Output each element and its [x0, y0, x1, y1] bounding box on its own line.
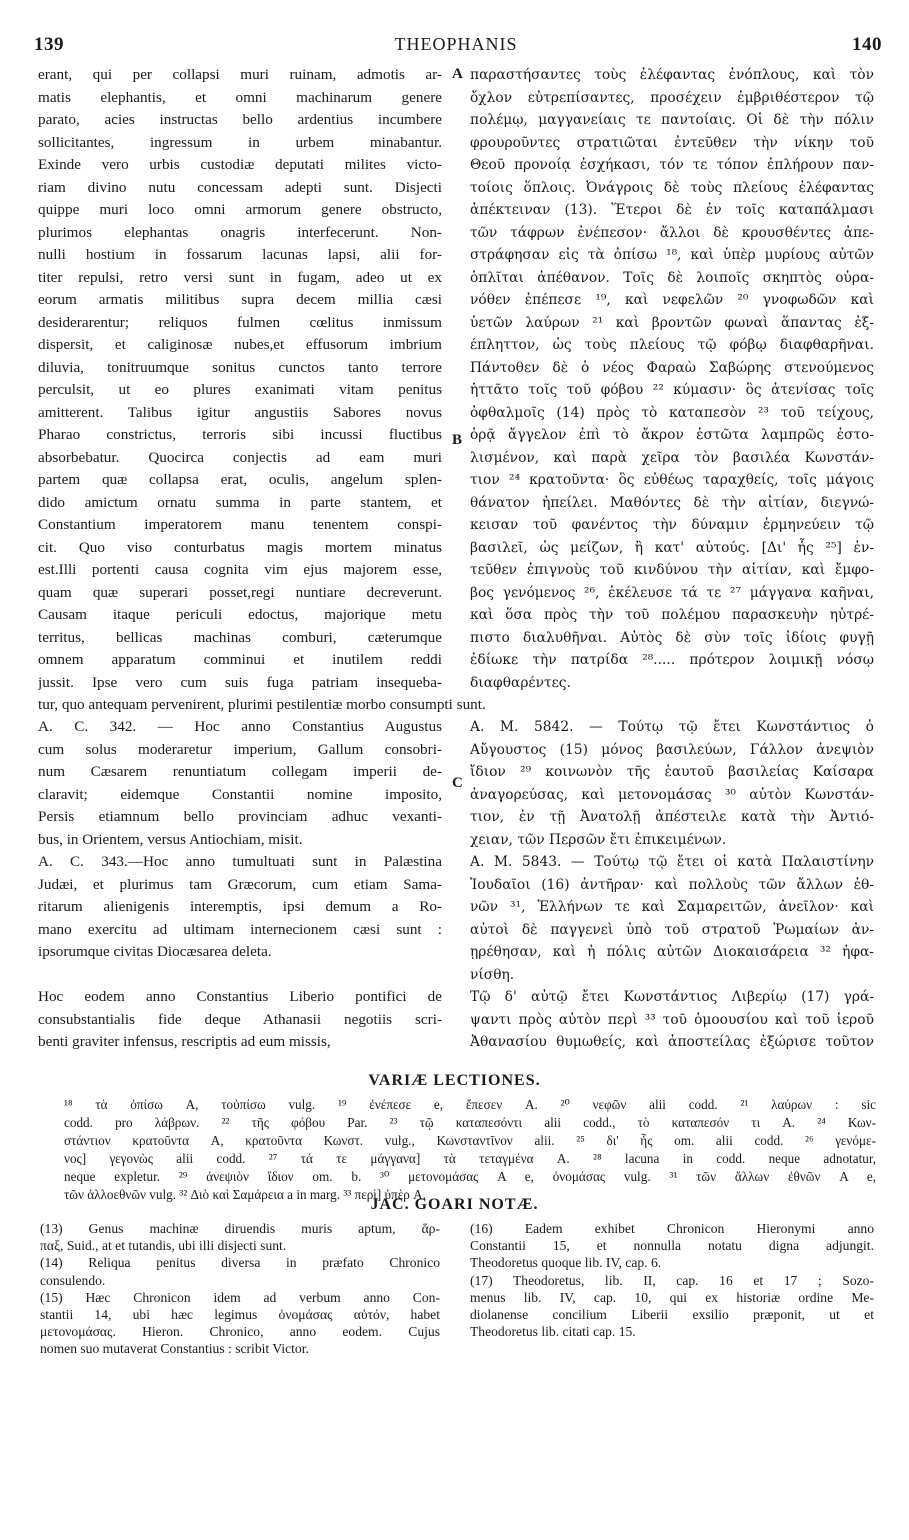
notes-right-column — [470, 1220, 874, 1340]
note-line: (16) Eadem exhibet Chronicon Hieronymi anno — [470, 1221, 874, 1236]
note-line: Constantii 15, et nonnulla notatu digna adjungit. — [470, 1238, 874, 1254]
latin-line: A. C. 342. — Hoc anno Constantius Augustus — [38, 718, 442, 735]
greek-line: φρουροῦντες στρατιῶται ἐντεῦθεν τὴν νίκην τοῦ — [470, 134, 874, 151]
latin-line: ritarum alienigenis interemptis, ipsi demum a Ro- — [38, 898, 442, 915]
latin-line: num Cæsarem renuntiatum collegam imperii de- — [38, 763, 442, 780]
greek-line: ὁρᾷ ἄγγελον ἐπὶ τὸ ἄκρον ἑστῶτα λαμπρῶς ἐστο- — [470, 427, 874, 443]
variae-lectiones — [64, 1096, 876, 1204]
greek-line: A. M. 5842. — Τούτῳ τῷ ἔτει Κωνστάντιος ὁ — [470, 719, 874, 735]
greek-line: ἴδιον ²⁹ κοινωνὸν τῆς ἑαυτοῦ βασιλείας Καίσαρα — [470, 764, 874, 780]
greek-line: ὑετῶν λαύρων ²¹ καὶ βροντῶν φωναὶ ἅπαντας ἐξ- — [470, 314, 874, 331]
note-line: menus lib. IV, cap. 10, qui ex historiæ ordine Me- — [470, 1289, 874, 1305]
notae-title: JAC. GOARI NOTÆ. — [370, 1196, 539, 1213]
greek-line: έπληττον, ὡς τοὺς πλείους τῷ φόβῳ διαφθαρῆναι. — [470, 337, 874, 353]
latin-line: absorbebatur. Quocirca conjectis ad eam muri — [38, 448, 442, 466]
note-line: stantii 14, ubi hæc legimus ὀνομάσας αὐτόν, habet — [40, 1307, 440, 1323]
latin-line: plurimos elephantas onagris interfecerunt. Non- — [38, 223, 442, 241]
variant-reading-line: νος] γεγονὼς alii codd. ²⁷ τά τε μάγγανα] τὰ τεταγμένα A. ²⁸ lacuna in codd. neque adnotatur, — [64, 1151, 876, 1166]
latin-column — [38, 64, 442, 694]
greek-line: λισμένον, καὶ παρὰ χεῖρα τὸν βασιλέα Κωνστάν- — [470, 449, 874, 466]
latin-line: territus, bellicas machinas comburi, cæterumque — [38, 628, 442, 646]
greek-line: καὶ ὅσα πρὸς τὴν τοῦ πολέμου παρασκευὴν ηὐτρέ- — [470, 607, 874, 623]
latin-line: Persis etiamnum bello provinciam adhuc vexanti- — [38, 808, 442, 825]
latin-line: Causam itaque periculi edoctus, majorique metu — [38, 606, 442, 623]
variant-reading-line: neque expletur. ²⁹ ἀνεψιὸν ἴδιον om. b. ³⁰ μετονομάσας A e, ὀνομάσας vulg. ³¹ τῶν ἄλλων ἐθνῶν A e, — [64, 1169, 876, 1184]
margin-marker-c: C — [452, 775, 463, 791]
variant-reading-line: codd. pro λάβρων. ²² τῆς φόβου Par. ²³ τῷ καταπεσόντι alii codd., τὸ καταπεσόν τι A. ²⁴ Κων- — [64, 1115, 876, 1130]
note-line: diolanense concilium Liberii exsilio præponit, ut et — [470, 1307, 874, 1323]
note-line: παξ, Suid., at et tutandis, ubi illi disjecti sunt. — [40, 1238, 287, 1254]
latin-line: cum solus moderaretur imperium, Gallum consobri- — [38, 740, 442, 758]
latin-line: claravit; eidemque Constantii nomine imposito, — [38, 785, 442, 803]
greek-line: ὄχλον εὐτρεπίσαντες, προσέχειν ἐμβριθέστερον τῷ — [470, 89, 874, 106]
latin-line: titer repulsi, retro versi sunt in fugam, adeo ut ex — [38, 268, 442, 286]
note-line: Theodoretus lib. citati cap. 15. — [470, 1324, 636, 1340]
notes-left-column — [40, 1220, 440, 1358]
greek-line: χειαν, τῶν Περσῶν ἔτι ἐπικειμένων. — [470, 831, 727, 848]
greek-line: νίσθη. — [470, 966, 515, 983]
note-line: (14) Reliqua penitus diversa in præfato Chronico — [40, 1255, 440, 1271]
greek-line: κεισαν τοῦ φανέντος τὴν δύναμιν ἑρμηνεύειν τῷ — [470, 517, 874, 533]
greek-line: τιον, ἐν τῇ Ἀνατολῇ ἀπέστειλε κατὰ τὴν Ἀντιό- — [470, 809, 874, 825]
greek-line: νῶν ³¹, Ἑλλήνων τε καὶ Σαμαρειτῶν, ἀνεῖλον· καὶ — [470, 899, 874, 915]
latin-line: amitterent. Talibus igitur angustiis Sabores novus — [38, 403, 442, 421]
latin-line: Hoc eodem anno Constantius Liberio pontifici de — [38, 988, 442, 1005]
latin-line: dispersit, et caliginosæ nubes,et effusorum imbrium — [38, 336, 442, 353]
latin-line: riam divino nutu concessam adepti sunt. Disjecti — [38, 178, 442, 196]
latin-line: quippe muri loco omni armorum genere obstructo, — [38, 201, 442, 218]
note-line: Theodoretus quoque lib. IV, cap. 6. — [470, 1255, 662, 1271]
page-header — [30, 34, 882, 60]
latin-line: matis elephantis, et omni machinarum genere — [38, 88, 442, 106]
latin-line: Pharao constrictus, terroris sibi incussi fluctibus — [38, 426, 442, 443]
greek-line: ῃρέθησαν, καὶ ἡ πόλις αὐτῶν Διοκαισάρεια ³² ἠφα- — [470, 944, 874, 960]
greek-line: νόθεν ἐπέπεσε ¹⁹, καὶ νεφελῶν ²⁰ γνοφωδῶν καὶ — [470, 292, 874, 308]
page-number-left: 139 — [34, 34, 64, 55]
latin-line: desiderarentur; reliquos fulmen cœlitus inmissum — [38, 313, 442, 331]
page-number-right: 140 — [852, 34, 882, 55]
latin-line: Judæi, et plurimus tam Græcorum, cum etiam Sama- — [38, 875, 442, 893]
greek-line: Αὔγουστος (15) μόνος βασιλεύων, Γάλλον ἀνεψιὸν — [470, 741, 874, 758]
greek-line: ὀφθαλμοῖς (14) πρὸς τὸ καταπεσὸν ²³ τοῦ τείχους, — [470, 404, 874, 421]
latin-line: eorum armatis militibus supra decem millia cæsi — [38, 291, 442, 308]
greek-line: τῶν τάφρων ἐνέπεσον· ἄλλοι δὲ κρουσθέντες ἀπε- — [470, 224, 874, 241]
latin-line: benti graviter infensus, rescriptis ad eum missis, — [38, 1033, 331, 1050]
greek-line: στράφησαν εἰς τὰ ὀπίσω ¹⁸, καὶ ὑπὲρ μυρίους αὐτῶν — [470, 247, 874, 263]
greek-line: αὐτοὶ δὲ παγγενεὶ ὑπὸ τοῦ στρατοῦ Ῥωμαίων ἀν- — [470, 921, 874, 938]
latin-column-second — [38, 716, 442, 1054]
note-line: (17) Theodoretus, lib. II, cap. 16 et 17 ; Sozo- — [470, 1272, 874, 1288]
greek-line: ἐδίωκε τὴν πατρίδα ²⁸..... πρότερον λοιμικῇ νόσῳ — [470, 652, 874, 668]
note-line: consulendo. — [40, 1272, 106, 1288]
note-line: nomen suo mutaverat Constantius : scribit Victor. — [40, 1341, 309, 1357]
margin-marker-a: A — [452, 66, 463, 82]
latin-line: parato, acies instructas bello ardentius incumbere — [38, 111, 442, 128]
greek-line: Ἰουδαῖοι (16) ἀντῆραν· καὶ πολλοὺς τῶν ἄλλων ἐθ- — [470, 876, 874, 893]
latin-line: quam quæ superari posset,regi nuntiare decreverunt. — [38, 583, 442, 601]
latin-line: est.Illi portenti causa cognita vim ejus majorem esse, — [38, 561, 442, 578]
greek-line: τοίοις ὅπλοις. Ὀνάγροις δὲ τοὺς πλείους ἐλέφαντας — [470, 179, 874, 196]
greek-line: ἀπέκτειναν (13). Ἕτεροι δὲ ἐν τοῖς καταπάλμασι — [470, 202, 874, 218]
greek-line: Τῷ δ' αὐτῷ ἔτει Κωνστάντιος Λιβερίῳ (17) γρά- — [470, 989, 874, 1005]
latin-line: sollicitantes, ingressum in urbem minabantur. — [38, 133, 442, 151]
greek-line: πιστο διαλυθῆναι. Αὐτὸς δὲ σὺν τοῖς ἰδίοις φυγῇ — [470, 629, 874, 646]
greek-line: Πάντοθεν δὲ ὁ νέος Φαραὼ Σαβώρης στενούμενος — [470, 359, 874, 376]
latin-line: bus, in Orientem, versus Antiochiam, misit. — [38, 830, 303, 848]
note-line: (13) Genus machinæ diruendis muris aptum, ἅρ- — [40, 1221, 440, 1236]
latin-line: dido amictum ornatu summa in parte stantem, et — [38, 493, 442, 511]
spanning-latin-line: tur, quo antequam pervenirent, plurimi pestilentiæ morbo consumpti sunt. — [38, 696, 486, 713]
greek-line: ψαντι πρὸς αὐτὸν περὶ ³³ τοῦ ὁμοουσίου καὶ τοῦ ἱεροῦ — [470, 1011, 874, 1028]
greek-line: βος γενόμενος ²⁶, ἐκέλευσε τά τε ²⁷ μάγγανα καῆναι, — [470, 584, 874, 601]
latin-line: erant, qui per collapsi muri ruinam, admotis ar- — [38, 66, 442, 83]
latin-line: Exinde vero urbis custodiæ deputati milites victo- — [38, 156, 442, 173]
greek-line: βασιλεῖ, ὡς μείζων, ἢ κατ' αὐτούς. [Δι' ἧς ²⁵] ἐν- — [470, 539, 874, 556]
latin-line: consubstantialis fide deque Athanasii negotiis scri- — [38, 1010, 442, 1028]
latin-line: diluvia, tonitruumque sonitus cunctos tanto terrore — [38, 358, 442, 376]
latin-line: jussit. Ipse vero cum suis fuga patriam insequeba- — [38, 673, 442, 691]
greek-line: διαφθαρέντες. — [470, 674, 571, 691]
greek-line: τεῦθεν ἐπιγνοὺς τοῦ κινδύνου τὴν αἰτίαν, καὶ ἔμφο- — [470, 562, 874, 578]
variant-reading-line: στάντιον κρατοῦντα A, κρατοῦντα Κωνστ. vulg., Κωνσταντῖνον alii. ²⁵ δι' ἧς om. alii codd. ²⁶ γενόμε- — [64, 1133, 876, 1148]
greek-line: A. M. 5843. — Τούτῳ τῷ ἔτει οἱ κατὰ Παλαιστίνην — [470, 854, 874, 870]
latin-line: nulli hostium in fossarum lacunas lapsi, alii for- — [38, 246, 442, 263]
latin-line: perculsit, ut eo plures exanimati vitam penitus — [38, 381, 442, 398]
running-title: THEOPHANIS — [394, 34, 518, 54]
latin-line: omnem apparatum comminui et inutilem reddi — [38, 651, 442, 668]
greek-line: πολέμῳ, μαγγανείαις τε παντοίαις. Οἱ δὲ τὴν πόλιν — [470, 112, 874, 128]
latin-line: mano exercitu ad ultimam internecionem cæsi sunt : — [38, 920, 442, 938]
variant-reading-line: ¹⁸ τὰ ὀπίσω A, τοὐπίσω vulg. ¹⁹ ἐνέπεσε e, ἔπεσεν A. ²⁰ νεφῶν alii codd. ²¹ λαύρων : sic — [64, 1097, 876, 1112]
greek-line: τιον ²⁴ κρατοῦντα· ὃς εὐθέως ταραχθείς, τοῖς μάγοις — [470, 472, 874, 488]
greek-line: ἡττᾶτο τοῖς τοῦ φόβου ²² κύμασιν· ὃς ἀτενίσας τοῖς — [470, 382, 874, 398]
greek-line: Ἀθανασίου θυμωθείς, καὶ ἀποστείλας ἐξώρισε τοῦτον — [470, 1034, 874, 1050]
latin-line: cit. Quo viso conturbatus magis mortem minatus — [38, 538, 442, 556]
note-line: (15) Hæc Chronicon idem ad verbum anno Con- — [40, 1289, 440, 1305]
margin-marker-b: B — [452, 432, 463, 448]
greek-column — [470, 64, 874, 694]
latin-line: Constantium imperatorem manu tenentem conspi- — [38, 516, 442, 533]
latin-line — [38, 964, 442, 987]
note-line: μετονομάσας. Hieron. Chronico, anno eodem. Cujus — [40, 1324, 440, 1340]
latin-line: ipsorumque civitas Diocæsarea deleta. — [38, 943, 272, 960]
greek-line: Θεοῦ προνοίᾳ ἐσχήκασι, τόν τε τόπον ἐπλήρουν παν- — [470, 157, 874, 173]
greek-line: θάνατον ἠπείλει. Μαθόντες δὲ τὴν αἰτίαν, διεγνώ- — [470, 494, 874, 511]
greek-column-second — [470, 716, 874, 1054]
variae-lectiones-title: VARIÆ LECTIONES. — [368, 1072, 541, 1089]
latin-line: A. C. 343.—Hoc anno tumultuati sunt in Palæstina — [38, 853, 442, 870]
latin-line: partem quæ collapsa erat, oculis, angelum splen- — [38, 471, 442, 488]
greek-line: παραστήσαντες τοὺς ἐλέφαντας ἐνόπλους, καὶ τὸν — [470, 67, 874, 83]
greek-line: ἀναγορεύσας, καὶ μετονομάσας ³⁰ αὐτὸν Κωνστάν- — [470, 786, 874, 803]
greek-line: ὁπλῖται ἀπέθανον. Τοῖς δὲ λοιποῖς σκηπτὸς οὐρα- — [470, 269, 874, 286]
variant-reading-line: τῶν ἀλλοεθνῶν vulg. ³² Διὸ καὶ Σαμάρεια a in marg. ³³ περὶ] ὑπὲρ A. — [64, 1187, 426, 1202]
